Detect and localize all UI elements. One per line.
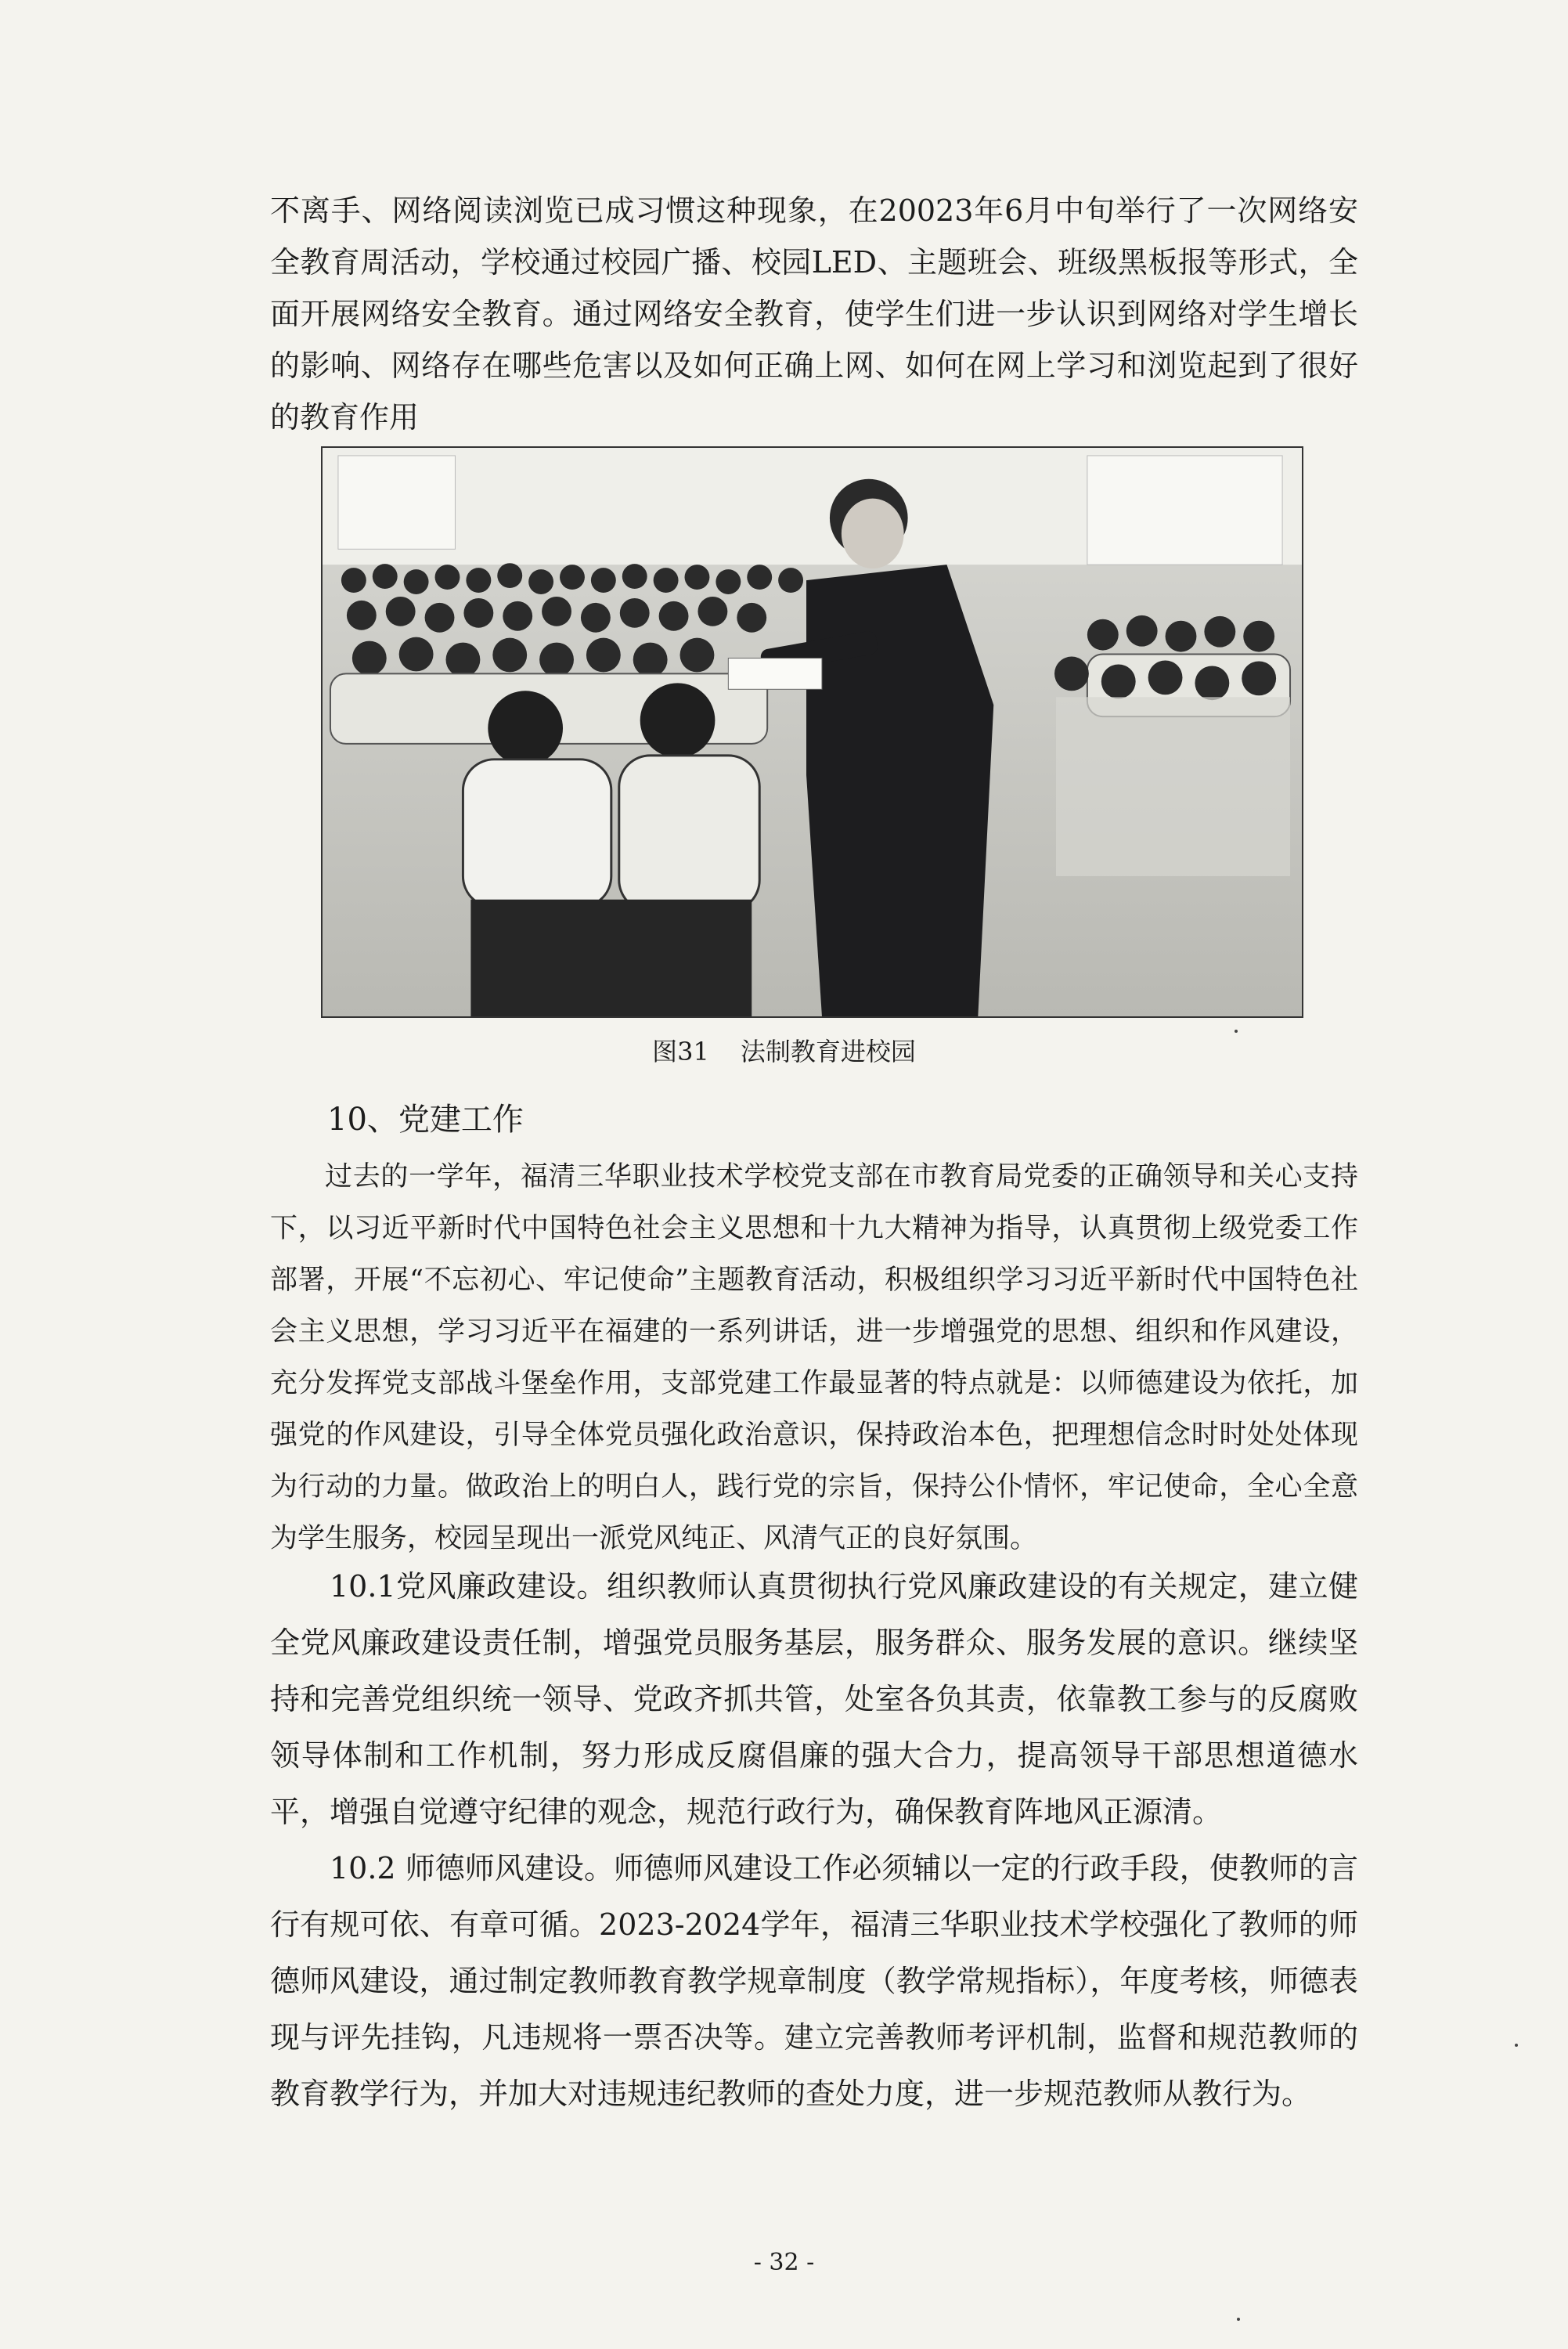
figure-number: 图31 — [652, 1037, 709, 1066]
page-number: - 32 - — [753, 2249, 815, 2276]
section-heading: 10、党建工作 — [327, 1102, 524, 1138]
classroom-photo-illustration — [323, 448, 1302, 1016]
scan-speck — [1515, 2044, 1518, 2047]
intro-paragraph: 不离手、网络阅读浏览已成习惯这种现象，在20023年6月中旬举行了一次网络安全教育周活动，学校通过校园广播、校园LED、主题班会、班级黑板报等形式，全面开展网络安全教育。通过网络安全教育，使学生们进一步认识到网络对学生增长的影响、网络存在哪些危害以及如何正确上网、如何在网上学习和浏览起到了很好的教育作用 — [270, 193, 1358, 435]
section-paragraph: 10.2 师德师风建设。师德师风建设工作必须辅以一定的行政手段，使教师的言行有规可依、有章可循。2023-2024学年，福清三华职业技术学校强化了教师的师德师风建设，通过制定教师教育教学规章制度（教学常规指标），年度考核，师德表现与评先挂钩，凡违规将一票否决等。建立完善教师考评机制，监督和规范教师的教育教学行为，并加大对违规违纪教师的查处力度，进一步规范教师从教行为。 — [270, 1851, 1358, 2111]
figure-caption — [0, 1032, 1568, 1071]
scan-speck — [1237, 2318, 1240, 2321]
scan-speck — [1235, 1030, 1238, 1033]
section-paragraph: 10.1党风廉政建设。组织教师认真贯彻执行党风廉政建设的有关规定，建立健全党风廉政建设责任制，增强党员服务基层，服务群众、服务发展的意识。继续坚持和完善党组织统一领导、党政齐抓共管，处室各负其责，依靠教工参与的反腐败领导体制和工作机制，努力形成反腐倡廉的强大合力，提高领导干部思想道德水平，增强自觉遵守纪律的观念，规范行政行为，确保教育阵地风正源清。 — [270, 1569, 1358, 1829]
figure-caption-text: 法制教育进校园 — [740, 1037, 916, 1066]
section-paragraph: 过去的一学年，福清三华职业技术学校党支部在市教育局党委的正确领导和关心支持下，以习近平新时代中国特色社会主义思想和十九大精神为指导，认真贯彻上级党委工作部署，开展“不忘初心、牢记使命”主题教育活动，积极组织学习习近平新时代中国特色社会主义思想，学习习近平在福建的一系列讲话，进一步增强党的思想、组织和作风建设，充分发挥党支部战斗堡垒作用，支部党建工作最显著的特点就是：以师德建设为依托，加强党的作风建设，引导全体党员强化政治意识，保持政治本色，把理想信念时时处处体现为行动的力量。做政治上的明白人，践行党的宗旨，保持公仆情怀，牢记使命，全心全意为学生服务，校园呈现出一派党风纯正、风清气正的良好氛围。 — [270, 1161, 1358, 1554]
figure-photo — [321, 446, 1303, 1018]
